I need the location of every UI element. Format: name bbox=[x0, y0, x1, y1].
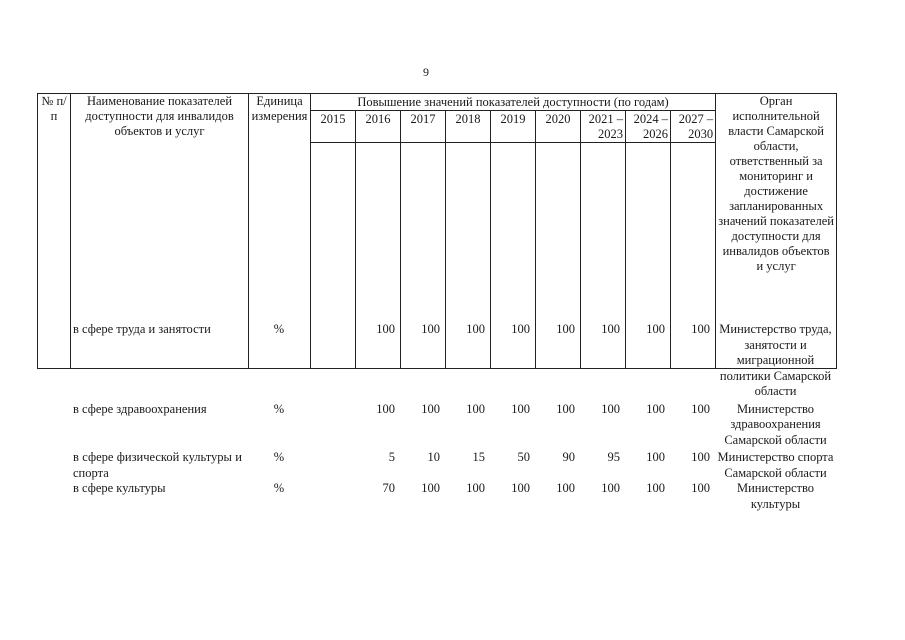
year-value: 100 bbox=[691, 322, 710, 336]
indicator-name: в сфере культуры bbox=[73, 481, 166, 495]
header-responsible-authority-column: Орган исполнительной власти Самарской области, ответственный за мониторинг и достижение запланированных значений показателей доступности для инвалидов объектов и услуг bbox=[716, 94, 837, 369]
responsible-authority: Министерство культуры bbox=[736, 481, 815, 511]
year-value: 100 bbox=[421, 481, 440, 495]
header-year-2027-2030: 2027 – 2030 bbox=[671, 111, 716, 143]
header-years-group: Повышение значений показателей доступности (по годам) bbox=[311, 94, 716, 111]
header-year-2019: 2019 bbox=[491, 111, 536, 143]
responsible-authority: Министерство спорта Самарской области bbox=[717, 450, 834, 480]
year-value: 100 bbox=[466, 481, 485, 495]
table-row bbox=[37, 481, 836, 512]
year-value: 100 bbox=[691, 450, 710, 464]
header-year-2020: 2020 bbox=[536, 111, 581, 143]
header-year-2017: 2017 bbox=[401, 111, 446, 143]
year-value: 100 bbox=[601, 322, 620, 336]
year-value: 15 bbox=[472, 450, 485, 464]
year-value: 100 bbox=[691, 481, 710, 495]
row-number bbox=[37, 450, 70, 481]
year-value bbox=[310, 450, 355, 481]
year-value: 100 bbox=[511, 322, 530, 336]
unit: % bbox=[273, 481, 285, 495]
year-value: 100 bbox=[646, 450, 665, 464]
table-row bbox=[37, 450, 836, 481]
unit: % bbox=[273, 450, 285, 464]
year-value: 5 bbox=[388, 450, 395, 464]
row-number bbox=[37, 402, 70, 449]
year-value: 100 bbox=[601, 401, 620, 416]
responsible-authority: Министерство труда, занятости и миграционной политики Самарской области bbox=[719, 322, 832, 398]
page-number: 9 bbox=[423, 65, 429, 79]
year-value bbox=[310, 481, 355, 512]
year-value bbox=[310, 402, 355, 449]
year-value: 95 bbox=[607, 450, 620, 464]
unit: % bbox=[273, 322, 285, 336]
year-value: 100 bbox=[556, 401, 575, 416]
year-value: 100 bbox=[646, 481, 665, 495]
year-value: 100 bbox=[646, 401, 665, 416]
year-value: 70 bbox=[382, 481, 395, 495]
table-row bbox=[37, 322, 836, 400]
header-year-2021-2023: 2021 – 2023 bbox=[581, 111, 626, 143]
year-value: 50 bbox=[517, 450, 530, 464]
year-value: 100 bbox=[511, 401, 530, 416]
year-value: 100 bbox=[556, 481, 575, 495]
year-value: 100 bbox=[466, 401, 485, 416]
row-number bbox=[37, 322, 70, 400]
year-value: 100 bbox=[691, 401, 710, 416]
unit: % bbox=[273, 401, 285, 416]
row-number bbox=[37, 481, 70, 512]
responsible-authority: Министерство здравоохранения Самарской области bbox=[724, 401, 827, 447]
year-value: 10 bbox=[427, 450, 440, 464]
header-indicator-name-column: Наименование показателей доступности для инвалидов объектов и услуг bbox=[71, 94, 249, 369]
year-value: 100 bbox=[376, 322, 395, 336]
year-value: 100 bbox=[421, 401, 440, 416]
indicator-name: в сфере труда и занятости bbox=[73, 322, 211, 336]
header-year-2016: 2016 bbox=[356, 111, 401, 143]
year-value: 100 bbox=[376, 401, 395, 416]
header-year-2018: 2018 bbox=[446, 111, 491, 143]
year-value: 100 bbox=[646, 322, 665, 336]
header-unit-column: Единица измерения bbox=[249, 94, 311, 369]
table-row bbox=[37, 402, 836, 449]
header-year-2015: 2015 bbox=[311, 111, 356, 143]
year-value: 100 bbox=[601, 481, 620, 495]
year-value bbox=[310, 322, 355, 400]
year-value: 100 bbox=[511, 481, 530, 495]
year-value: 90 bbox=[562, 450, 575, 464]
indicator-name: в сфере физической культуры и спорта bbox=[73, 450, 242, 480]
header-number-column: № п/п bbox=[38, 94, 71, 369]
indicators-table-body bbox=[37, 322, 836, 512]
year-value: 100 bbox=[556, 322, 575, 336]
year-value: 100 bbox=[466, 322, 485, 336]
indicator-name: в сфере здравоохранения bbox=[73, 401, 207, 416]
year-value: 100 bbox=[421, 322, 440, 336]
header-year-2024-2026: 2024 – 2026 bbox=[626, 111, 671, 143]
